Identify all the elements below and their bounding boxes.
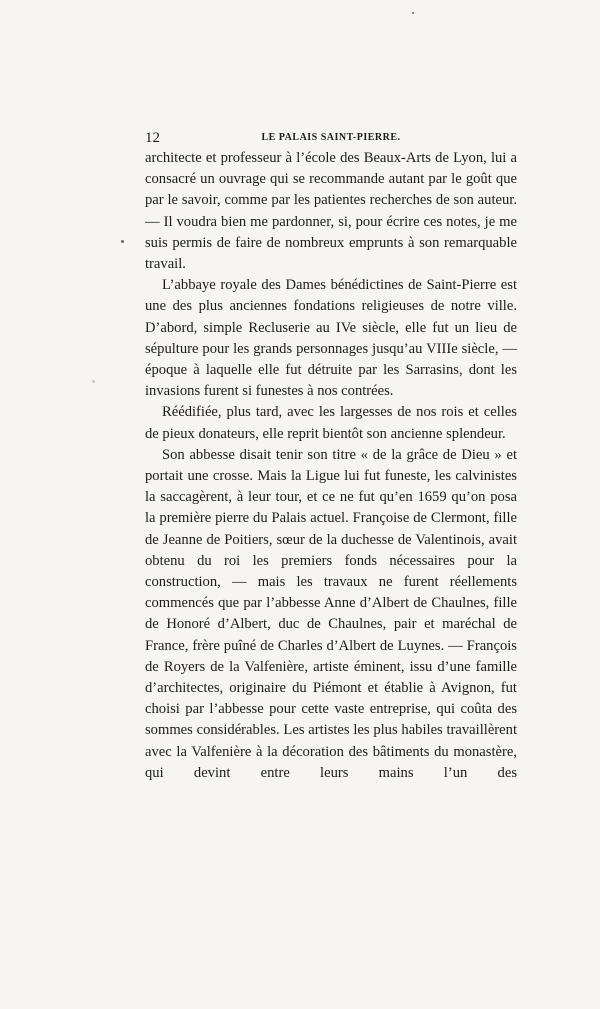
paragraph: L’abbaye royale des Dames bénédictines de Saint-Pierre est une des plus anciennes fondations religieuses de notre ville. D’abord, simple Recluserie au IVe siècle, elle fut un lieu de sépulture pour les grands personnages jusqu’au VIIIe siècle, — époque à laquelle elle fut détruite par les Sarrasins, dont les invasions furent si funestes à nos contrées. (145, 277, 517, 400)
paragraph: architecte et professeur à l’école des Beaux-Arts de Lyon, lui a consacré un ouvrage qui se recommande autant par le goût que par le savoir, comme par les patientes recherches de son auteur. — Il voudra bien me pardonner, si, pour écrire ces notes, je me suis permis de faire de nombreux emprunts à son remarquable travail. (145, 150, 517, 273)
running-title: LE PALAIS SAINT-PIERRE. (261, 132, 401, 143)
ink-dot (121, 240, 124, 243)
ink-dot (412, 12, 414, 14)
paragraph: Son abbesse disait tenir son titre « de la grâce de Dieu » et portait une crosse. Mais la Ligue lui fut funeste, les calvinistes la saccagèrent, à leur tour, et ce ne fut qu’en 1659 qu’on posa la première pierre du Palais actuel. Françoise de Clermont, fille de Jeanne de Poitiers, sœur de la duchesse de Valentinois, avait obtenu du roi les premiers fonds nécessaires pour la construction, — mais les travaux ne furent réellements commencés que par l’abbesse Anne d’Albert de Chaulnes, fille de Honoré d’Albert, duc de Chaulnes, pair et maréchal de France, frère puîné de Charles d’Albert de Luynes. — François de Royers de la Valfenière, artiste éminent, issu d’une famille d’architectes, originaire du Piémont et établie à Avignon, fut choisi par l’abbesse pour cette vaste entreprise, qui coûta des sommes considérables. Les artistes les plus habiles travaillèrent avec la Valfenière à la décoration des bâtiments du monastère, qui devint entre leurs mains l’un des (145, 446, 517, 781)
body-text (145, 148, 517, 784)
page-number: 12 (145, 130, 160, 146)
paper-speck (92, 380, 95, 383)
paragraph: Réédifiée, plus tard, avec les largesses de nos rois et celles de pieux donateurs, elle reprit bientôt son ancienne splendeur. (145, 404, 517, 442)
page-header (145, 128, 517, 148)
